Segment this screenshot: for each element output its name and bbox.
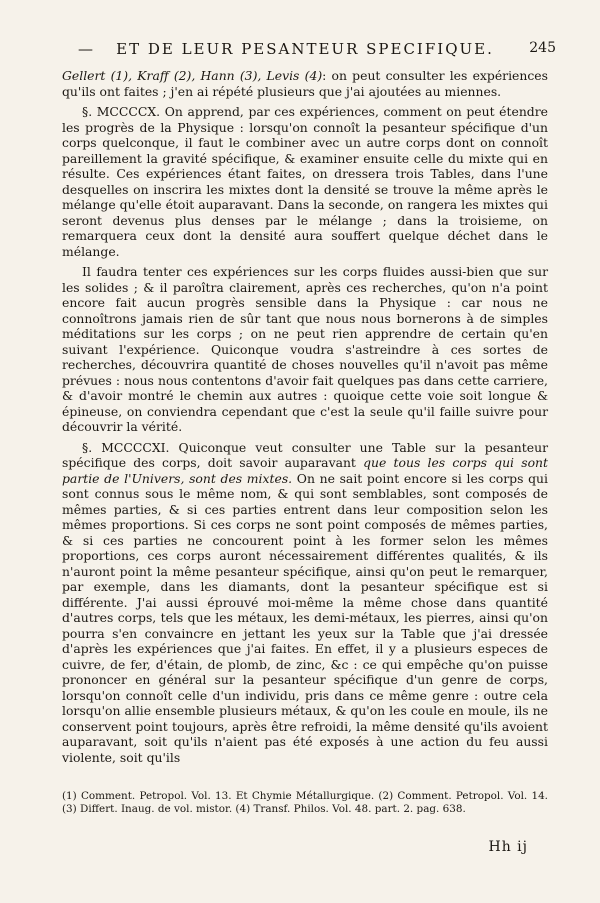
page-number: 245 [529,40,556,56]
paragraph-experiments: Il faudra tenter ces expériences sur les corps fluides aussi-bien que sur les solides ; & il paroîtra clairement, après ces recherches, qu'on n'a point encore fait aucun progrès sensible dans la Physique : car nous ne connoîtrons jamais rien de sûr tant que nous nous bornerons à de simples méditations sur les corps ; on ne peut rien apprendre de certain qu'en suivant l'expérience. Quiconque voudra s'astreindre à ces sortes de recherches, découvrira quantité de choses nouvelles qu'il n'avoit pas même prévues : nous nous contentons d'avoir fait quelques pas dans cette carriere, & d'avoir montré le chemin aux autres : quoique cette voie soit longue & épineuse, on conviendra cependant que c'est la seule qu'il faille suivre pour découvrir la vérité. [62,264,548,434]
running-title: ET DE LEUR PESANTEUR SPECIFIQUE. [116,40,494,58]
paragraph-mccccx: §. MCCCCX. On apprend, par ces expériences, comment on peut étendre les progrès de la Physique : lorsqu'on connoît la pesanteur spécifique d'un corps quelconque, il faut le combiner avec un autre corps dont on connoît pareillement la gravité spécifique, & examiner ensuite celle du mixte qui en résulte. Ces expériences étant faites, on dressera trois Tables, dans l'une desquelles on inscrira les mixtes dont la densité se trouve la même après le mélange qu'elle étoit auparavant. Dans la seconde, on rangera les mixtes qui seront devenus plus denses par le mélange ; dans la troisieme, on remarquera ceux dont la densité aura souffert quelque déchet dans le mélange. [62,104,548,259]
footnotes [62,790,548,816]
continuation-text: : on peut consulter les expériences qu'ils ont faites ; j'en ai répété plusieurs que j'ai ajoutées au miennes. [62,68,548,99]
mccccxi-italic: que tous les corps qui sont partie de l'Univers, sont des mixtes. [62,455,548,486]
mccccxi-rest: On ne sait point encore si les corps qui sont connus sous le même nom, & qui sont semblables, sont composés de mêmes parties, & si ces parties entrent dans leur composition selon les mêmes proportions. Si ces corps ne sont point composés de mêmes parties, & si ces parties ne concourent point à les former selon les mêmes proportions, ces corps auront nécessairement différentes qualités, & ils n'auront point la même pesanteur spécifique, ainsi qu'on peut le remarquer, par exemple, dans les diamants, dont la pesanteur spécifique est si différente. J'ai aussi éprouvé moi-même la même chose dans quantité d'autres corps, tels que les métaux, les demi-métaux, les pierres, ainsi qu'on pourra s'en convaincre en jettant les yeux sur la Table que j'ai dressée d'après les expériences que j'ai faites. En effet, il y a plusieurs especes de cuivre, de fer, d'étain, de plomb, de zinc, &c : ce qui empêche qu'on puisse prononcer en général sur la pesanteur spécifique d'un genre de corps, lorsqu'on connoît celle d'un individu, pris dans ce même genre : outre cela lorsqu'on allie ensemble plusieurs métaux, & qu'on les coule en moule, ils ne conservent point toujours, après être refroidi, la même densité qu'ils avoient auparavant, soit qu'ils n'aient pas été exposés à une action du feu aussi violente, soit qu'ils [62,470,548,765]
mccccxi-lead: §. MCCCCXI. Quiconque veut consulter une Table sur la pesanteur spécifique des corps, doit savoir auparavant [62,439,548,470]
body-text [62,68,548,765]
author-names: Gellert (1), Kraff (2), Hann (3), Levis (4) [62,68,323,83]
header-dash: — [78,40,95,58]
paragraph-mccccxi [62,440,548,766]
signature-mark: Hh ij [488,839,528,855]
paragraph-continuation [62,68,548,99]
footnote-text: (1) Comment. Petropol. Vol. 13. Et Chymie Métallurgique. (2) Comment. Petropol. Vol. 14. (3) Differt. Inaug. de vol. mistor. (4) Transf. Philos. Vol. 48. part. 2. pag. 638. [62,790,548,815]
running-head [62,40,556,62]
